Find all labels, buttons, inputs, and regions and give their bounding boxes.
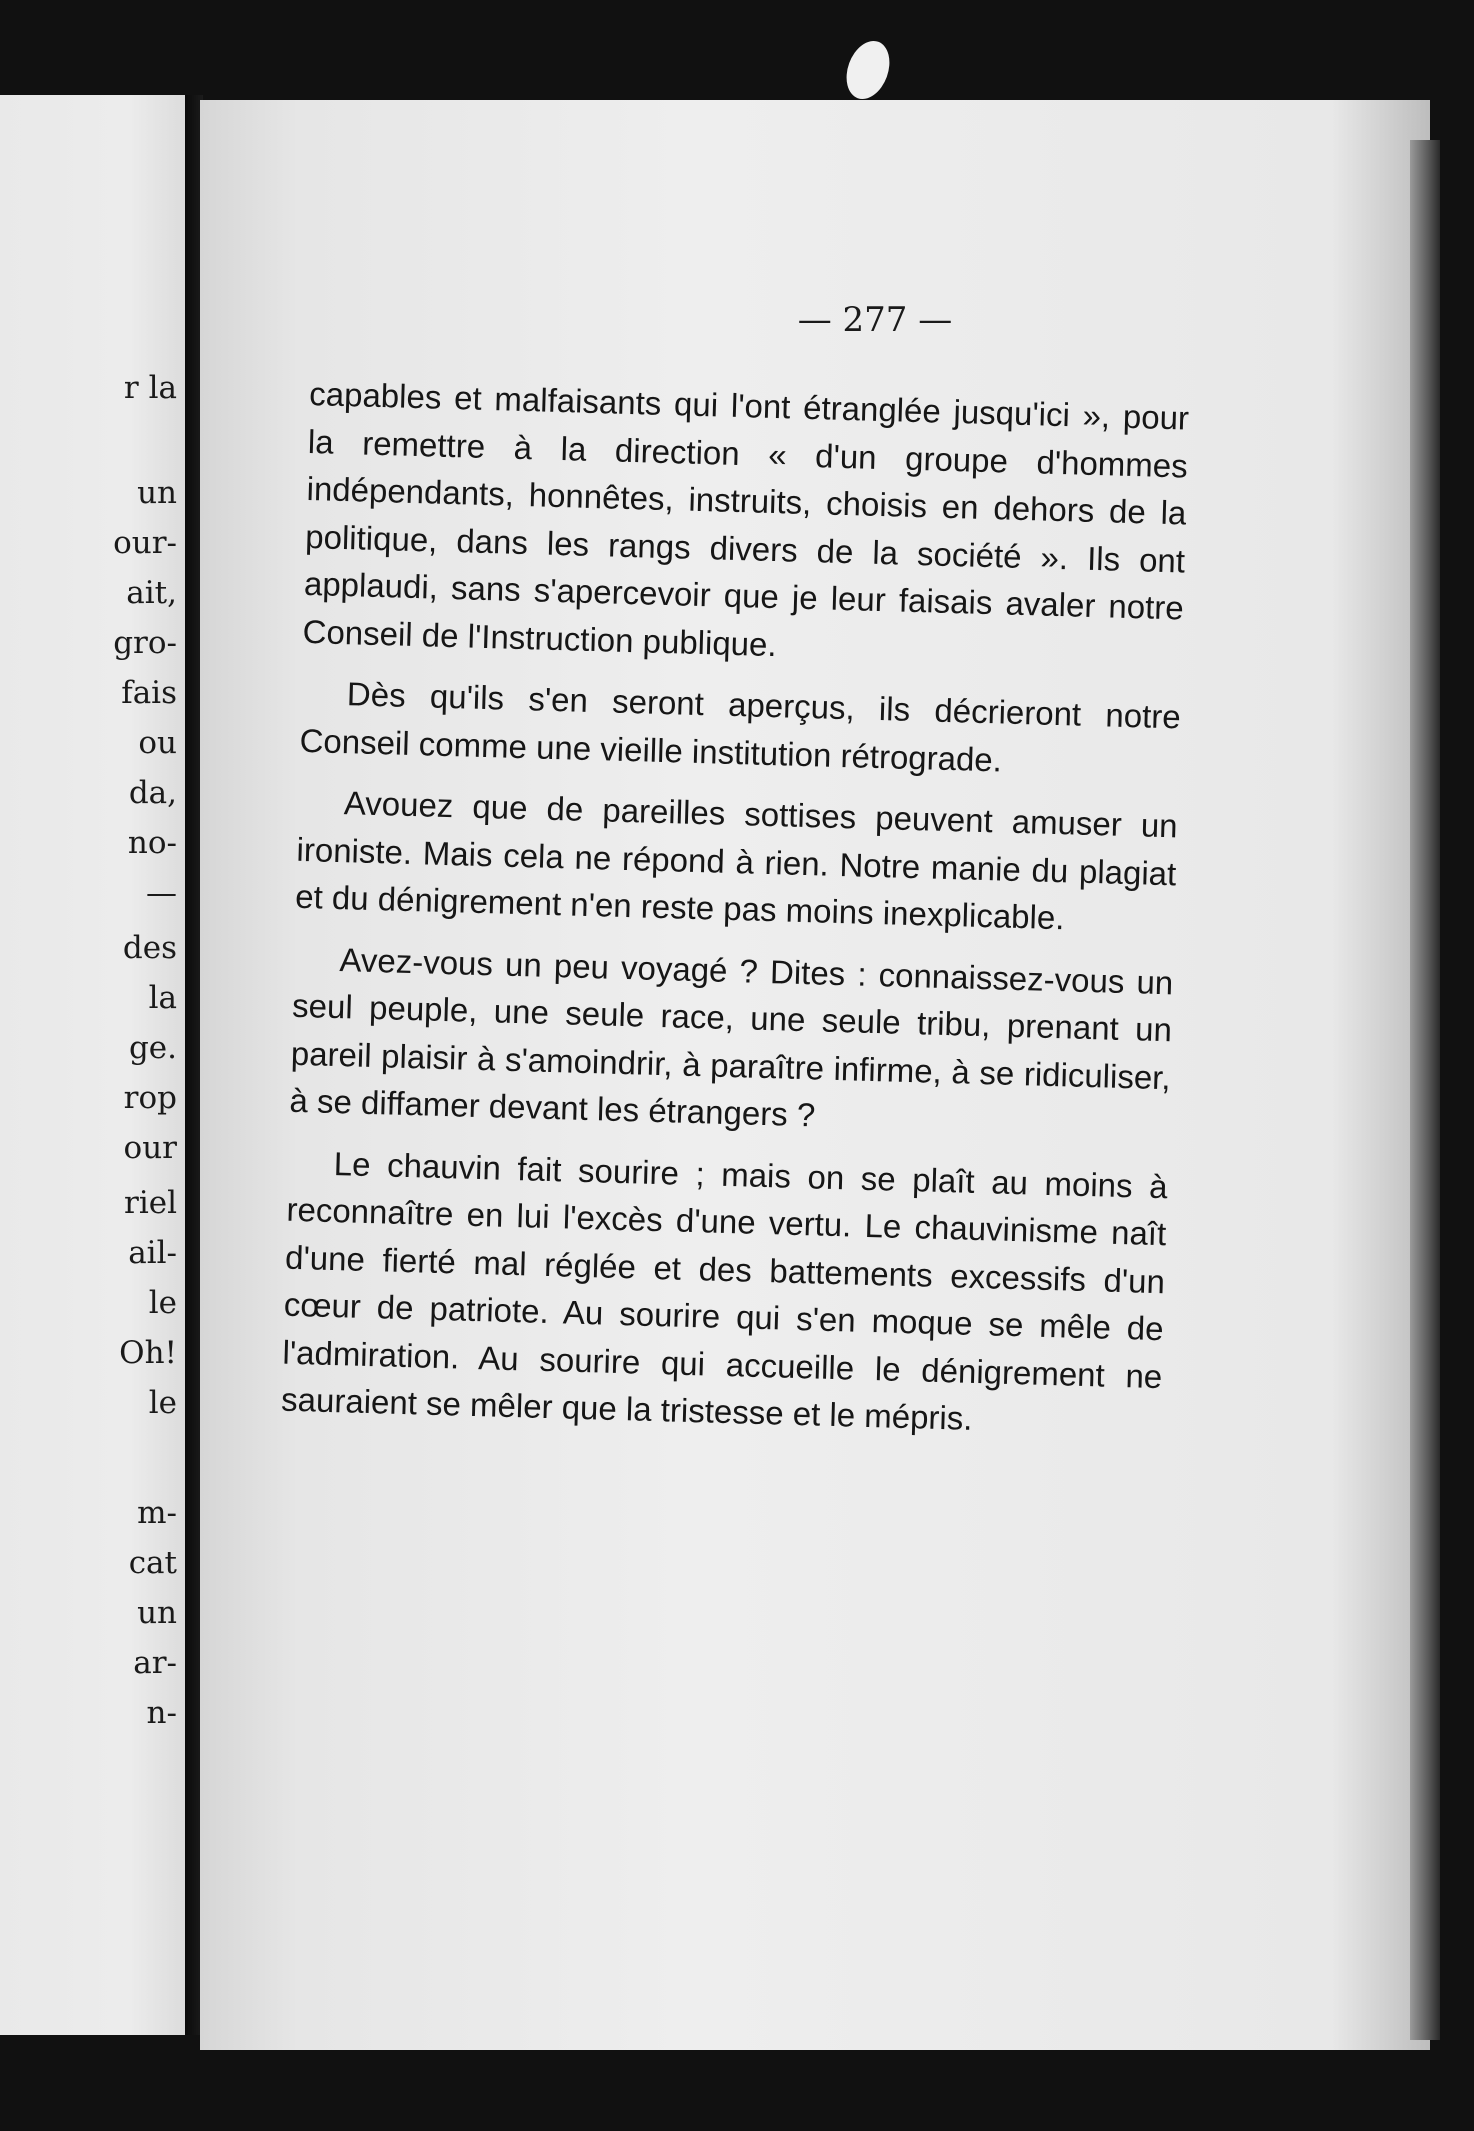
- left-fragment: m-: [137, 1495, 177, 1531]
- left-fragment: la: [148, 980, 177, 1016]
- left-page-fragments: [0, 95, 185, 2035]
- left-fragment: fais: [121, 675, 177, 711]
- left-fragment: r la: [123, 370, 177, 406]
- page-stack-edge: [1410, 140, 1440, 2040]
- body-text: [280, 370, 1189, 1462]
- left-fragment: our: [123, 1130, 177, 1166]
- left-fragment: rop: [123, 1080, 177, 1116]
- paragraph-5: Le chauvin fait sourire ; mais on se plaît au moins à reconnaître en lui l'excès d'une vertu. Le chauvinisme naît d'une fierté mal réglée et des battements excessifs d'un cœur de patriote. Au sourire qui s'en moque se mêle de l'admiration. Au sourire qui accueille le dénigrement ne sauraient se mêler que la tristesse et le mépris.: [280, 1144, 1169, 1437]
- right-page: [200, 100, 1430, 2050]
- left-fragment: no-: [127, 825, 177, 861]
- paragraph-1: capables et malfaisants qui l'ont étranglée jusqu'ici », pour la remettre à la direction « d'un groupe d'hommes indépendants, honnêtes, instruits, choisis en dehors de la politique, dans les rangs divers de la société ». Ils ont applaudi, sans s'apercevoir que je leur faisais avaler notre Conseil de l'Instruction publique.: [302, 374, 1190, 663]
- left-fragment: ou: [138, 725, 177, 761]
- page-number: [200, 300, 1430, 340]
- left-fragment: riel: [124, 1185, 177, 1221]
- page-number-text: — 277 —: [797, 300, 953, 340]
- paragraph-4: Avez-vous un peu voyagé ? Dites : connaissez-vous un seul peuple, une seule race, une seule tribu, prenant un pareil plaisir à s'amoindrir, à paraître infirme, à se ridiculiser, à se diffamer devant les étrangers ?: [289, 940, 1174, 1134]
- left-fragment: le: [148, 1385, 177, 1421]
- left-fragment: le: [148, 1285, 177, 1321]
- left-fragment: un: [137, 1595, 177, 1631]
- left-fragment: cat: [128, 1545, 177, 1581]
- left-facing-page: [0, 95, 185, 2035]
- left-fragment: ail-: [128, 1235, 177, 1271]
- scan-speck: [839, 35, 897, 105]
- left-fragment: our-: [113, 525, 177, 561]
- paragraph-3: Avouez que de pareilles sottises peuvent amuser un ironiste. Mais cela ne répond à rien. Notre manie du plagiat et du dénigrement n'en reste pas moins inexplicable.: [294, 784, 1179, 937]
- left-fragment: ar-: [133, 1645, 177, 1681]
- left-fragment: —: [146, 875, 177, 911]
- left-fragment: gro-: [113, 625, 177, 661]
- left-fragment: n-: [146, 1695, 177, 1731]
- left-fragment: ge.: [128, 1030, 177, 1066]
- left-fragment: un: [137, 475, 177, 511]
- left-fragment: des: [122, 930, 177, 966]
- paragraph-2: Dès qu'ils s'en seront aperçus, ils décrieront notre Conseil comme une vieille institution rétrograde.: [299, 675, 1182, 778]
- left-fragment: Oh!: [119, 1335, 177, 1371]
- left-fragment: ait,: [126, 575, 177, 611]
- left-fragment: da,: [128, 775, 177, 811]
